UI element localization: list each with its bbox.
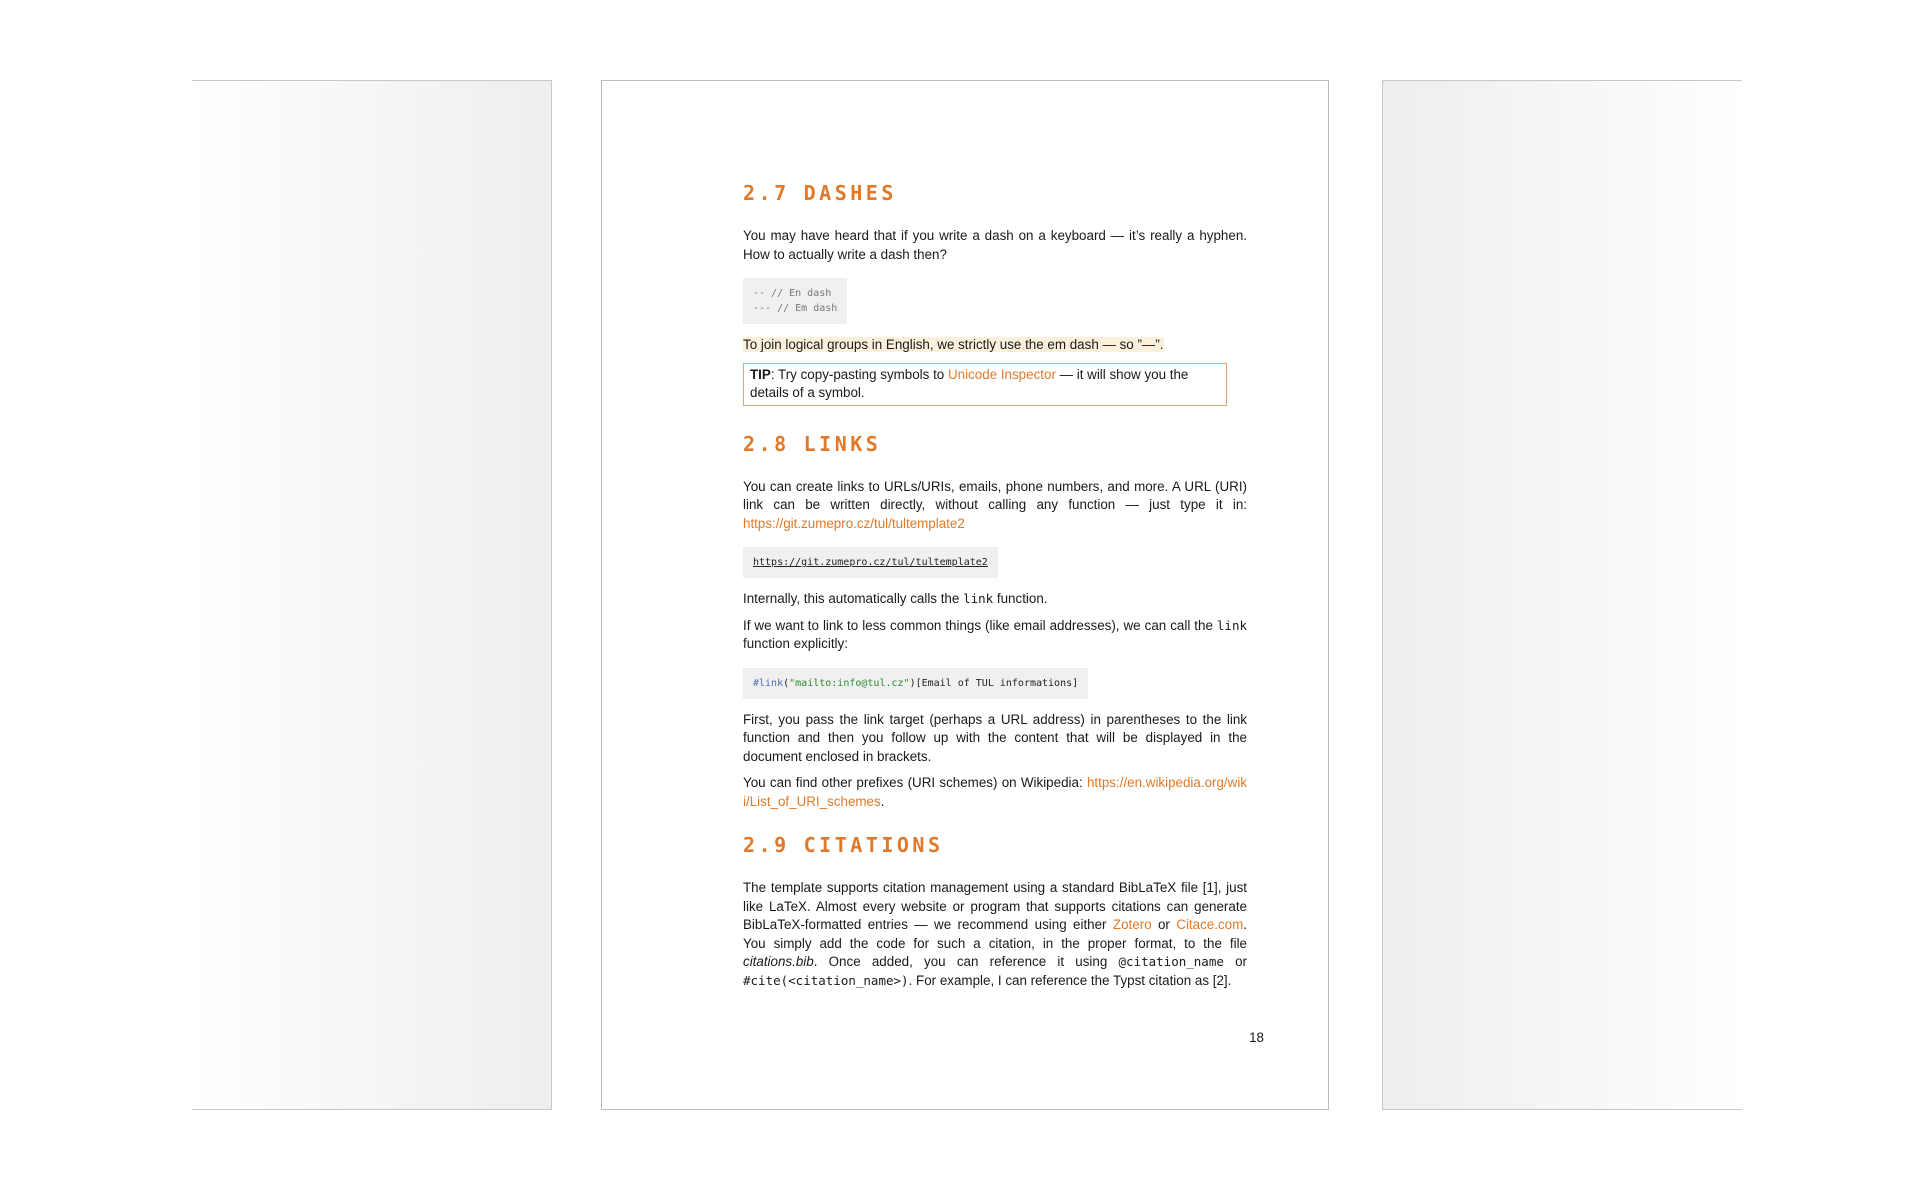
citace-link[interactable]: Citace.com: [1176, 917, 1244, 932]
paragraph-text: You can find other prefixes (URI schemes) on Wikipedia:: [743, 775, 1087, 790]
paragraph-text: You can create links to URLs/URIs, emails, phone numbers, and more. A URL (URI) link can be written directly, without calling any function — just type it in:: [743, 478, 1247, 512]
previous-page-thumbnail[interactable]: [192, 80, 552, 1110]
highlight-text: To join logical groups in English, we strictly use the em dash — so ”—”.: [743, 337, 1164, 352]
paragraph: [743, 617, 1247, 654]
code-url: https://git.zumepro.cz/tul/tultemplate2: [753, 557, 988, 568]
tip-text: : Try copy-pasting symbols to: [770, 366, 948, 382]
page-number: 18: [1249, 1030, 1264, 1045]
inline-code: @citation_name: [1118, 954, 1224, 969]
inline-code: #cite(<citation_name>): [743, 972, 909, 988]
document-page: [601, 80, 1329, 1110]
git-repo-link[interactable]: https://git.zumepro.cz/tul/tultemplate2: [743, 515, 965, 531]
section-number: 2.8: [743, 431, 790, 456]
unicode-inspector-link[interactable]: Unicode Inspector: [947, 366, 1056, 382]
paragraph-text: . You simply add the code for such a citation, in the proper format, to the file: [743, 917, 1247, 951]
highlighted-paragraph: [743, 336, 1247, 355]
paragraph: You may have heard that if you write a dash on a keyboard — it’s really a hyphen. How to actually write a dash then?: [743, 228, 1247, 262]
zotero-link[interactable]: Zotero: [1112, 917, 1152, 932]
paragraph-text: If we want to link to less common things (like email addresses), we can call the: [743, 617, 1217, 633]
tip-box: [743, 363, 1227, 406]
paragraph: [743, 879, 1247, 990]
code-punct: (: [783, 677, 790, 689]
paragraph-text: or: [1151, 917, 1177, 932]
paragraph-text: Internally, this automatically calls the: [743, 591, 964, 606]
section-number: 2.9: [743, 833, 790, 857]
tip-label: TIP: [750, 366, 771, 382]
inline-code: link: [1216, 617, 1247, 633]
code-rest: )[Email of TUL informations]: [909, 677, 1079, 689]
tip-text: — it will show you the details of a symbol.: [750, 366, 1189, 400]
file-name: citations.bib: [743, 954, 814, 969]
paragraph-text: or: [1223, 954, 1247, 969]
paragraph-text: The template supports citation management using a standard BibLaTeX file [1], just like LaTeX. Almost every website or program that supports citations can generate BibLaTeX-formatted entries — we recommend using either: [743, 880, 1247, 932]
section-heading-links: [743, 432, 1247, 456]
code-block-dashes: [743, 278, 847, 324]
code-line: --- // Em dash: [753, 303, 838, 314]
paragraph-text: function explicitly:: [743, 636, 848, 651]
paragraph-text: . For example, I can reference the Typst citation as [2].: [908, 972, 1232, 988]
paragraph: First, you pass the link target (perhaps a URL address) in parentheses to the link function and then you follow up with the content that will be displayed in the document enclosed in brackets.: [743, 711, 1247, 764]
section-title: LINKS: [803, 431, 882, 456]
code-block-mailto: [743, 668, 1088, 699]
section-number: 2.7: [743, 181, 790, 205]
section-title: DASHES: [803, 181, 897, 205]
section-heading-dashes: [743, 181, 1247, 205]
wikipedia-link[interactable]: https://en.wikipedia.org/wiki/List_of_URI_schemes: [743, 775, 1247, 809]
inline-code: link: [963, 591, 994, 606]
section-title: CITATIONS: [803, 833, 944, 857]
code-line: -- // En dash: [753, 288, 832, 299]
code-string: "mailto:info@tul.cz": [789, 677, 910, 689]
next-page-thumbnail[interactable]: [1382, 80, 1742, 1110]
paragraph-text: . Once added, you can reference it using: [813, 954, 1119, 969]
section-heading-citations: [743, 833, 1247, 857]
page-content: [743, 181, 1247, 998]
paragraph: [743, 590, 1247, 609]
paragraph-text: function.: [993, 591, 1048, 606]
paragraph: [743, 478, 1247, 534]
paragraph-text: .: [880, 793, 885, 809]
paragraph: [743, 774, 1247, 811]
code-function: #link: [753, 677, 784, 689]
code-block-url: [743, 547, 998, 578]
